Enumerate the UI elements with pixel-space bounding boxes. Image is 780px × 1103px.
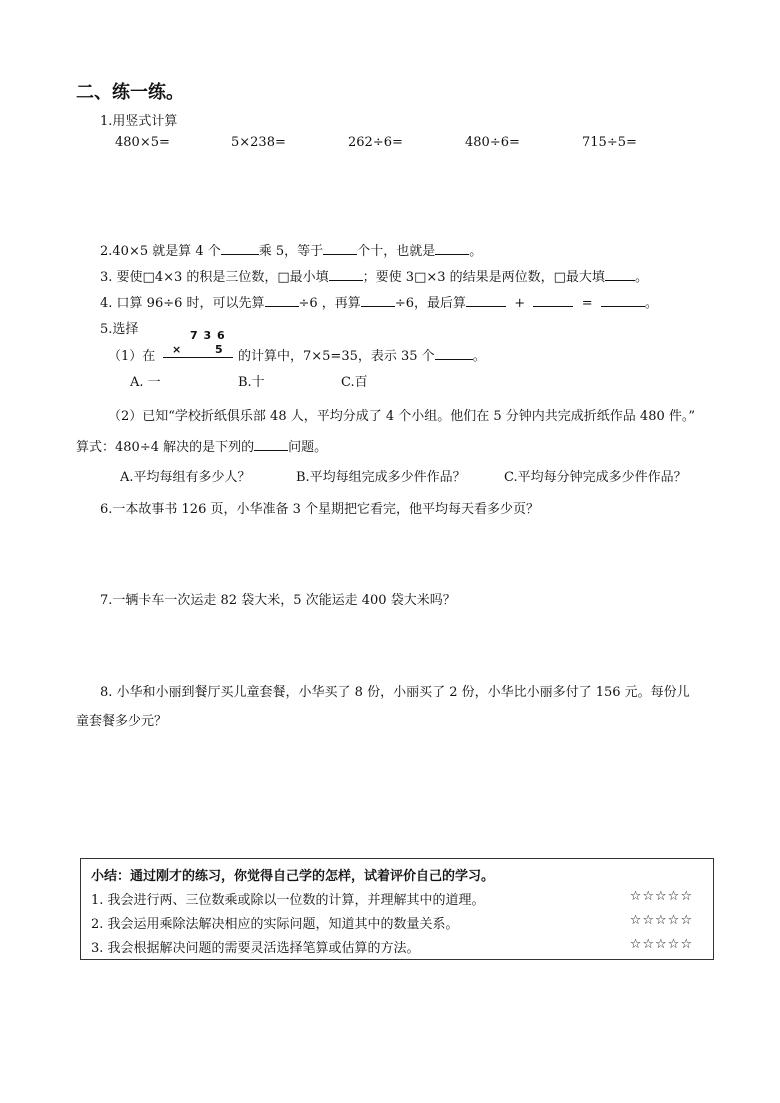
- option-b[interactable]: B.十: [238, 375, 265, 390]
- summary-box: [80, 858, 714, 960]
- q4-eq: =: [581, 296, 593, 311]
- answer-blank[interactable]: [533, 294, 573, 307]
- q5-p1-prefix: （1）在: [108, 349, 156, 364]
- vertical-bottom-number: 5: [215, 343, 223, 356]
- option-c[interactable]: C.百: [341, 375, 368, 390]
- answer-blank[interactable]: [605, 268, 635, 281]
- q5-p1-text: [238, 345, 486, 364]
- question-8-line2: 童套餐多少元？: [76, 714, 168, 729]
- q1-label: 1.用竖式计算: [100, 114, 178, 129]
- question-4: [100, 292, 658, 311]
- q1-expr: 715÷5=: [582, 135, 637, 150]
- answer-blank[interactable]: [254, 438, 288, 451]
- q4-text: ÷6 ，再算: [298, 296, 361, 311]
- q4-text: 。: [644, 296, 658, 311]
- q2-text: 2.40×5 就是算 4 个: [100, 244, 221, 259]
- q4-text: 4. 口算 96÷6 时，可以先算: [100, 296, 265, 311]
- answer-blank[interactable]: [435, 347, 473, 360]
- q5-p1-text: 的计算中，7×5=35，表示 35 个: [238, 349, 435, 364]
- question-6: 6.一本故事书 126 页，小华准备 3 个星期把它看完，他平均每天看多少页？: [100, 502, 540, 517]
- answer-blank[interactable]: [265, 294, 299, 307]
- q1-expr: 480÷6=: [465, 135, 520, 150]
- answer-blank[interactable]: [221, 242, 259, 255]
- question-2: [100, 240, 482, 259]
- summary-head: 小结：通过刚才的练习，你觉得自己学的怎样，试着评价自己的学习。: [91, 869, 495, 884]
- section-title: 二、练一练。: [76, 82, 184, 103]
- q4-plus: +: [514, 296, 526, 311]
- q5-p2-text: 算式：480÷4 解决的是下列的: [76, 440, 255, 455]
- q3-text: 3. 要使□4×3 的积是三位数，□最小填: [100, 270, 329, 285]
- vertical-times-sign: ×: [172, 343, 182, 356]
- q1-expr: 262÷6=: [348, 135, 403, 150]
- summary-item-text: 2. 我会运用乘除法解决相应的实际问题，知道其中的数量关系。: [91, 917, 459, 932]
- option-a[interactable]: A. 一: [130, 375, 161, 390]
- question-7: 7.一辆卡车一次运走 82 袋大米，5 次能运走 400 袋大米吗？: [100, 593, 456, 608]
- answer-blank[interactable]: [329, 268, 363, 281]
- q1-expr: 480×5=: [115, 135, 170, 150]
- answer-blank[interactable]: [435, 242, 469, 255]
- answer-blank[interactable]: [361, 294, 395, 307]
- q1-expr: 5×238=: [231, 135, 286, 150]
- vertical-top-number: 7 3 6: [190, 329, 226, 342]
- q5-p1-end: 。: [472, 349, 486, 364]
- answer-blank[interactable]: [323, 242, 357, 255]
- q2-text: 个十，也就是: [357, 244, 436, 259]
- star-rating[interactable]: ☆☆☆☆☆: [629, 913, 693, 928]
- summary-item-text: 1. 我会进行两、三位数乘或除以一位数的计算，并理解其中的道理。: [91, 893, 485, 908]
- q5-p2-line2: [76, 436, 327, 455]
- answer-blank[interactable]: [601, 294, 645, 307]
- summary-item-text: 3. 我会根据解决问题的需要灵活选择笔算或估算的方法。: [91, 941, 420, 956]
- q5-p2-text: 问题。: [288, 440, 328, 455]
- option-a[interactable]: A.平均每组有多少人？: [120, 470, 251, 485]
- q3-text: ；要使 3□×3 的结果是两位数，□最大填: [362, 270, 605, 285]
- option-b[interactable]: B.平均每组完成多少件作品？: [296, 470, 466, 485]
- q3-text: 。: [634, 270, 648, 285]
- answer-blank[interactable]: [466, 294, 506, 307]
- q2-text: 乘 5，等于: [258, 244, 324, 259]
- question-3: [100, 266, 648, 285]
- star-rating[interactable]: ☆☆☆☆☆: [629, 889, 693, 904]
- q5-label: 5.选择: [100, 322, 139, 337]
- option-c[interactable]: C.平均每分钟完成多少件作品？: [504, 470, 687, 485]
- vertical-underline: [163, 357, 233, 358]
- q5-p2-line1: （2）已知“学校折纸俱乐部 48 人，平均分成了 4 个小组。他们在 5 分钟内共完成折纸作品 480 件。”: [108, 409, 696, 424]
- star-rating[interactable]: ☆☆☆☆☆: [629, 937, 693, 952]
- q4-text: ÷6，最后算: [394, 296, 466, 311]
- question-8-line1: 8. 小华和小丽到餐厅买儿童套餐，小华买了 8 份，小丽买了 2 份，小华比小丽多付了 156 元。每份儿: [100, 685, 690, 700]
- q2-text: 。: [469, 244, 483, 259]
